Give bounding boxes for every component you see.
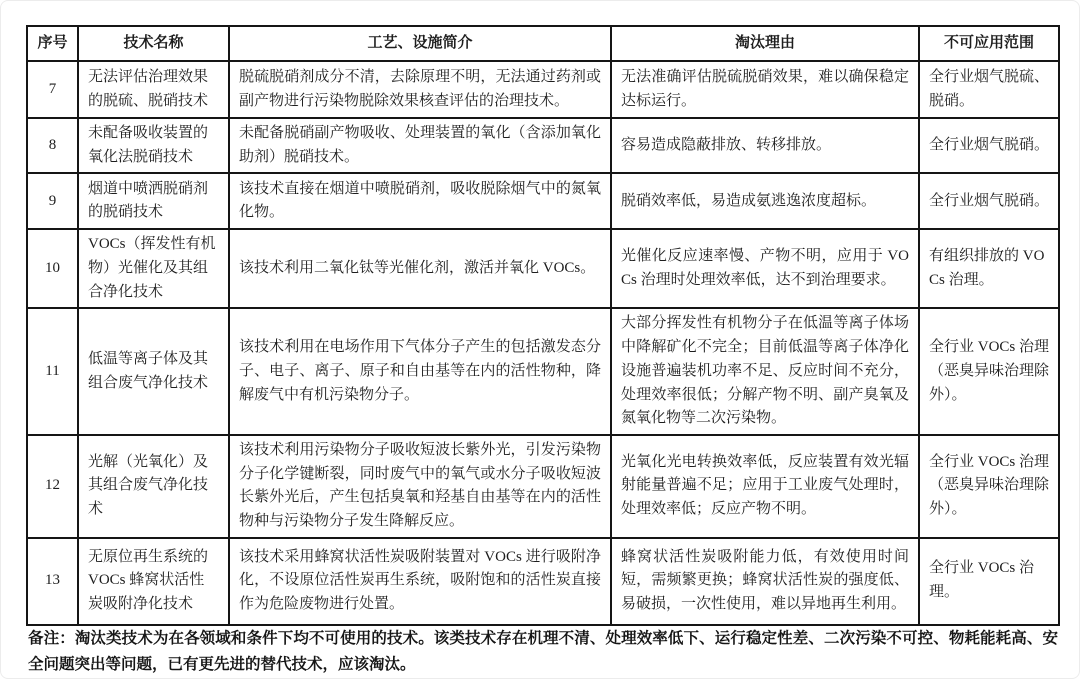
table-row	[27, 538, 1059, 625]
table-header-row	[27, 26, 1059, 61]
process-intro-cell: 未配备脱硝副产物吸收、处理装置的氧化（含添加氧化助剂）脱硝技术。	[229, 118, 611, 173]
process-intro-cell: 该技术利用二氧化钛等光催化剂，激活并氧化 VOCs。	[229, 229, 611, 308]
header-serial-number: 序号	[27, 26, 78, 61]
process-intro-cell: 该技术利用在电场作用下气体分子产生的包括激发态分子、电子、离子、原子和自由基等在内的活性物种，降解废气中有机污染物分子。	[229, 308, 611, 434]
elimination-reason-cell: 脱硝效率低，易造成氨逃逸浓度超标。	[611, 173, 919, 229]
footnote	[28, 626, 1058, 679]
footnote-text: 淘汰类技术为在各领域和条件下均不可使用的技术。该类技术存在机理不清、处理效率低下、运行稳定性差、二次污染不可控、物耗能耗高、安全问题突出等问题，已有更先进的替代技术，应该淘汰。	[28, 630, 1058, 674]
table-row	[27, 173, 1059, 229]
serial-number-cell: 8	[27, 118, 78, 173]
serial-number-cell: 10	[27, 229, 78, 308]
non-applicable-scope-cell: 全行业烟气脱硝。	[919, 173, 1059, 229]
process-intro-cell: 该技术利用污染物分子吸收短波长紫外光，引发污染物分子化学键断裂，同时废气中的氧气或水分子吸收短波长紫外光后，产生包括臭氧和羟基自由基等在内的活性物种与污染物分子发生降解反应。	[229, 435, 611, 538]
footnote-label: 备注：	[28, 630, 75, 647]
non-applicable-scope-cell: 全行业 VOCs 治理。	[919, 538, 1059, 625]
serial-number-cell: 11	[27, 308, 78, 434]
technology-name-cell: VOCs（挥发性有机物）光催化及其组合净化技术	[78, 229, 229, 308]
technology-name-cell: 无原位再生系统的 VOCs 蜂窝状活性炭吸附净化技术	[78, 538, 229, 625]
table-row	[27, 118, 1059, 173]
non-applicable-scope-cell: 全行业烟气脱硝。	[919, 118, 1059, 173]
process-intro-cell: 脱硫脱硝剂成分不清，去除原理不明，无法通过药剂或副产物进行污染物脱除效果核查评估的治理技术。	[229, 61, 611, 118]
elimination-reason-cell: 光氧化光电转换效率低，反应装置有效光辐射能量普遍不足；应用于工业废气处理时，处理效率低；反应产物不明。	[611, 435, 919, 538]
serial-number-cell: 13	[27, 538, 78, 625]
non-applicable-scope-cell: 全行业 VOCs 治理（恶臭异味治理除外）。	[919, 435, 1059, 538]
serial-number-cell: 9	[27, 173, 78, 229]
table-row	[27, 61, 1059, 118]
elimination-reason-cell: 无法准确评估脱硫脱硝效果，难以确保稳定达标运行。	[611, 61, 919, 118]
non-applicable-scope-cell: 有组织排放的 VOCs 治理。	[919, 229, 1059, 308]
elimination-reason-cell: 光催化反应速率慢、产物不明，应用于 VOCs 治理时处理效率低，达不到治理要求。	[611, 229, 919, 308]
technology-name-cell: 未配备吸收装置的氧化法脱硝技术	[78, 118, 229, 173]
serial-number-cell: 12	[27, 435, 78, 538]
elimination-reason-cell: 大部分挥发性有机物分子在低温等离子体场中降解矿化不完全；目前低温等离子体净化设施普遍装机功率不足、反应时间不充分，处理效率很低；分解产物不明、副产臭氧及氮氧化物等二次污染物。	[611, 308, 919, 434]
technology-name-cell: 光解（光氧化）及其组合废气净化技术	[78, 435, 229, 538]
header-non-applicable-scope: 不可应用范围	[919, 26, 1059, 61]
header-elimination-reason: 淘汰理由	[611, 26, 919, 61]
table-row	[27, 308, 1059, 434]
technology-name-cell: 烟道中喷洒脱硝剂的脱硝技术	[78, 173, 229, 229]
technology-name-cell: 低温等离子体及其组合废气净化技术	[78, 308, 229, 434]
eliminated-technologies-table	[26, 25, 1060, 626]
table-row	[27, 435, 1059, 538]
non-applicable-scope-cell: 全行业 VOCs 治理（恶臭异味治理除外）。	[919, 308, 1059, 434]
elimination-reason-cell: 容易造成隐蔽排放、转移排放。	[611, 118, 919, 173]
header-process-intro: 工艺、设施简介	[229, 26, 611, 61]
process-intro-cell: 该技术采用蜂窝状活性炭吸附装置对 VOCs 进行吸附净化，不设原位活性炭再生系统，吸附饱和的活性炭直接作为危险废物进行处置。	[229, 538, 611, 625]
non-applicable-scope-cell: 全行业烟气脱硫、脱硝。	[919, 61, 1059, 118]
technology-name-cell: 无法评估治理效果的脱硫、脱硝技术	[78, 61, 229, 118]
serial-number-cell: 7	[27, 61, 78, 118]
elimination-reason-cell: 蜂窝状活性炭吸附能力低，有效使用时间短，需频繁更换；蜂窝状活性炭的强度低、易破损，一次性使用，难以异地再生利用。	[611, 538, 919, 625]
header-technology-name: 技术名称	[78, 26, 229, 61]
process-intro-cell: 该技术直接在烟道中喷脱硝剂，吸收脱除烟气中的氮氧化物。	[229, 173, 611, 229]
table-row	[27, 229, 1059, 308]
